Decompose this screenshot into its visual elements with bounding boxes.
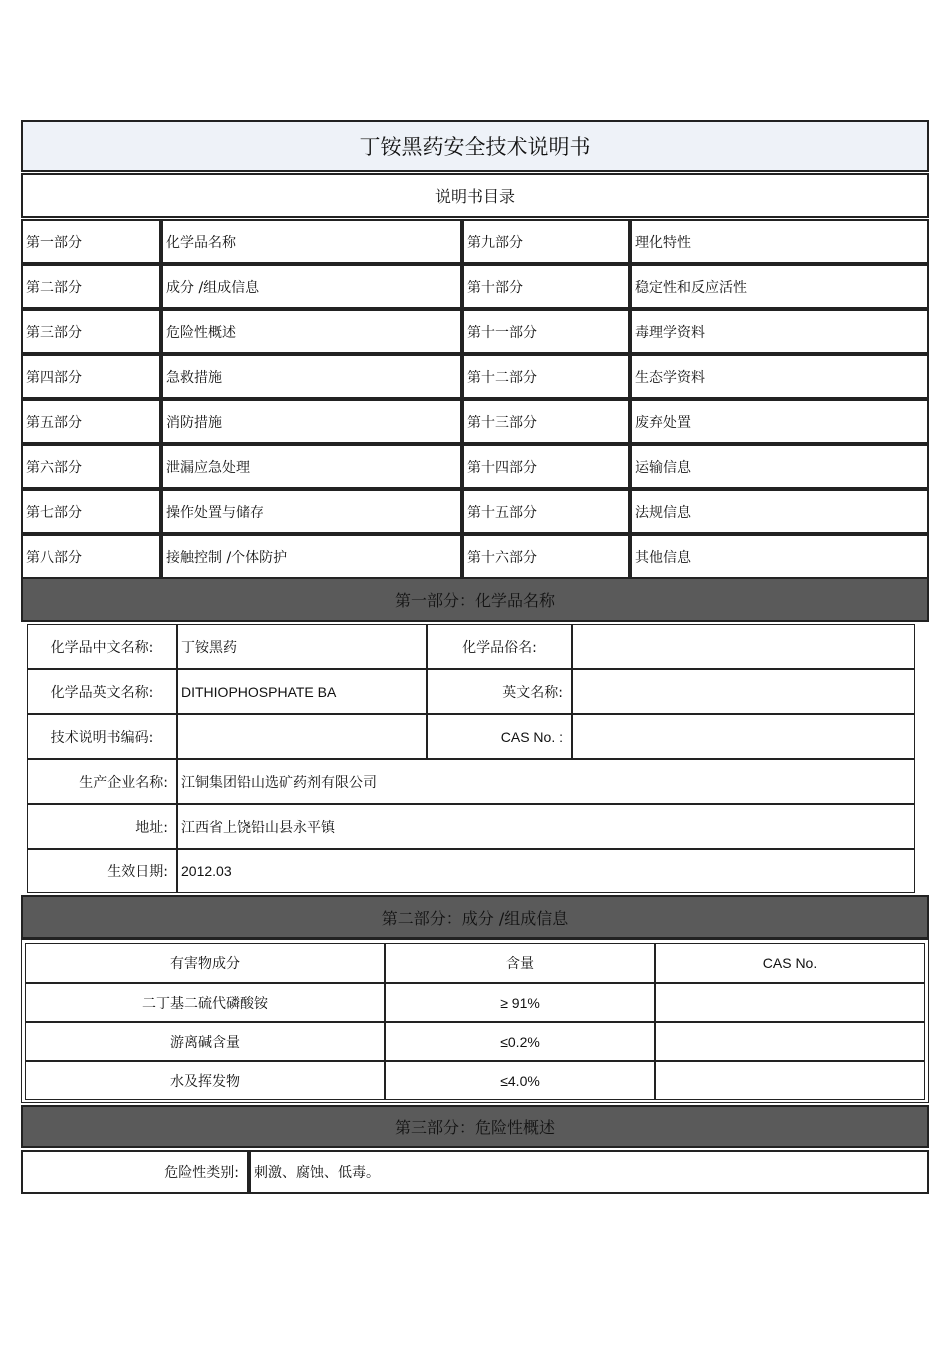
- en-name-label: 化学品英文名称:: [27, 669, 177, 714]
- address-value: 江西省上饶铅山县永平镇: [177, 804, 915, 849]
- date-label: 生效日期:: [27, 849, 177, 893]
- toc-part-title: 成分 /组成信息: [161, 264, 462, 309]
- toc-part-title: 接触控制 /个体防护: [161, 534, 462, 579]
- toc-part-title: 法规信息: [630, 489, 929, 534]
- date-value: 2012.03: [177, 849, 915, 893]
- document-title: 丁铵黑药安全技术说明书: [21, 120, 929, 172]
- code-value: [177, 714, 427, 759]
- composition-cas: [655, 983, 925, 1022]
- composition-header-content: 含量: [385, 943, 655, 983]
- toc-part-number: 第一部分: [21, 219, 161, 264]
- toc-part-number: 第十三部分: [462, 399, 630, 444]
- toc-part-title: 泄漏应急处理: [161, 444, 462, 489]
- toc-part-number: 第十部分: [462, 264, 630, 309]
- cn-name-value: 丁铵黑药: [177, 624, 427, 669]
- alias-value: [572, 624, 915, 669]
- composition-content: ≥ 91%: [385, 983, 655, 1022]
- composition-header-substance: 有害物成分: [25, 943, 385, 983]
- toc-part-number: 第十二部分: [462, 354, 630, 399]
- composition-substance: 二丁基二硫代磷酸铵: [25, 983, 385, 1022]
- toc-part-title: 废弃处置: [630, 399, 929, 444]
- toc-part-number: 第三部分: [21, 309, 161, 354]
- company-value: 江铜集团铅山选矿药剂有限公司: [177, 759, 915, 804]
- toc-heading: 说明书目录: [21, 173, 929, 218]
- toc-part-number: 第十四部分: [462, 444, 630, 489]
- composition-content: ≤0.2%: [385, 1022, 655, 1061]
- composition-cas: [655, 1061, 925, 1100]
- toc-part-number: 第十六部分: [462, 534, 630, 579]
- alias-label: 化学品俗名:: [427, 624, 572, 669]
- section-3-heading: 第三部分：危险性概述: [21, 1105, 929, 1148]
- en-alias-label: 英文名称:: [427, 669, 572, 714]
- toc-part-number: 第七部分: [21, 489, 161, 534]
- cas-value: [572, 714, 915, 759]
- toc-part-title: 急救措施: [161, 354, 462, 399]
- composition-substance: 水及挥发物: [25, 1061, 385, 1100]
- company-label: 生产企业名称:: [27, 759, 177, 804]
- cas-label: CAS No. :: [427, 714, 572, 759]
- en-name-value: DITHIOPHOSPHATE BA: [177, 669, 427, 714]
- toc-part-title: 消防措施: [161, 399, 462, 444]
- toc-part-number: 第六部分: [21, 444, 161, 489]
- composition-cas: [655, 1022, 925, 1061]
- toc-part-title: 生态学资料: [630, 354, 929, 399]
- toc-part-number: 第五部分: [21, 399, 161, 444]
- toc-part-number: 第十一部分: [462, 309, 630, 354]
- toc-part-number: 第八部分: [21, 534, 161, 579]
- composition-header-cas: CAS No.: [655, 943, 925, 983]
- toc-part-title: 化学品名称: [161, 219, 462, 264]
- toc-part-number: 第九部分: [462, 219, 630, 264]
- toc-part-title: 稳定性和反应活性: [630, 264, 929, 309]
- toc-part-number: 第二部分: [21, 264, 161, 309]
- toc-part-title: 毒理学资料: [630, 309, 929, 354]
- toc-part-title: 操作处置与储存: [161, 489, 462, 534]
- toc-part-title: 其他信息: [630, 534, 929, 579]
- composition-substance: 游离碱含量: [25, 1022, 385, 1061]
- hazard-value: 刺激、腐蚀、低毒。: [249, 1150, 929, 1194]
- toc-part-title: 理化特性: [630, 219, 929, 264]
- code-label: 技术说明书编码:: [27, 714, 177, 759]
- hazard-label: 危险性类别:: [21, 1150, 249, 1194]
- toc-part-title: 运输信息: [630, 444, 929, 489]
- toc-part-title: 危险性概述: [161, 309, 462, 354]
- composition-content: ≤4.0%: [385, 1061, 655, 1100]
- section-1-heading: 第一部分：化学品名称: [21, 577, 929, 622]
- address-label: 地址:: [27, 804, 177, 849]
- toc-part-number: 第四部分: [21, 354, 161, 399]
- cn-name-label: 化学品中文名称:: [27, 624, 177, 669]
- section-2-heading: 第二部分：成分 /组成信息: [21, 895, 929, 939]
- toc-part-number: 第十五部分: [462, 489, 630, 534]
- en-alias-value: [572, 669, 915, 714]
